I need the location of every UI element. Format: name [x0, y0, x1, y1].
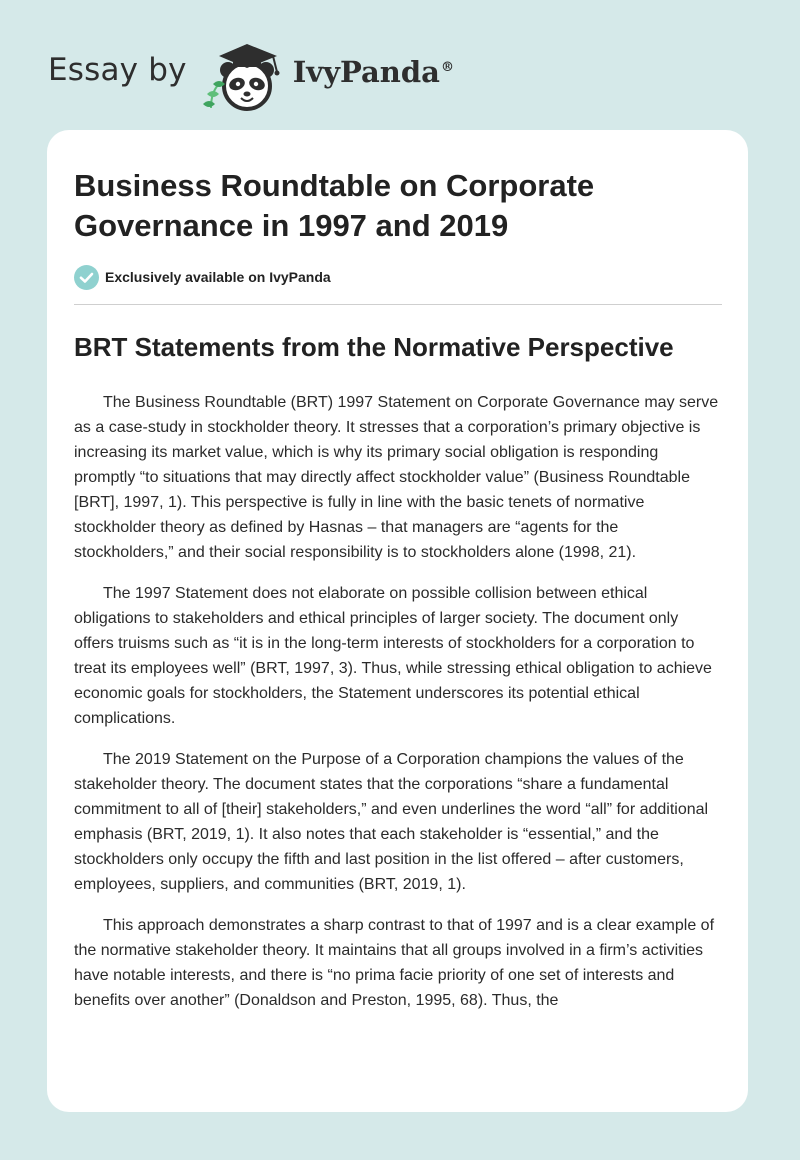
- paragraph: The 2019 Statement on the Purpose of a Corporation champions the values of the stakeholder theory. The document states that the corporations “share a fundamental commitment to all of [their] stakeholders,” and even underlines the word “all” for additional emphasis (BRT, 2019, 1). It also notes that each stakeholder is “essential,” and the stockholders only occupy the fifth and last position in the list offered – after customers, employees, suppliers, and communities (BRT, 2019, 1).: [74, 751, 709, 893]
- brand-prefix: Essay by: [48, 52, 187, 88]
- section-heading: BRT Statements from the Normative Perspective: [74, 332, 674, 362]
- article-card: [47, 130, 748, 1112]
- title-divider: [74, 304, 722, 305]
- paragraph: The Business Roundtable (BRT) 1997 Statement on Corporate Governance may serve as a case-study in stockholder theory. It stresses that a corporation’s primary objective is increasing its market value, which is why its primary social obligation is responding promptly “to situations that may directly affect stockholder value” (Business Roundtable [BRT], 1997, 1). This perspective is fully in line with the basic tenets of normative stockholder theory as defined by Hasnas – that managers are “agents for the stockholders,” and their social responsibility is to stockholders alone (1998, 21).: [74, 394, 719, 561]
- paragraph: This approach demonstrates a sharp contrast to that of 1997 and is a clear example of the normative stakeholder theory. It maintains that all groups involved in a firm’s activities have notable interests, and there is “no prima facie priority of one set of interests and benefits over another” (Donaldson and Preston, 1995, 68). Thus, the: [74, 917, 715, 1009]
- exclusive-badge: [74, 264, 722, 290]
- article-title: Business Roundtable on Corporate Governance in 1997 and 2019: [74, 168, 595, 243]
- panda-graduate-icon: [197, 34, 289, 114]
- exclusive-badge-text: Exclusively available on IvyPanda: [105, 269, 331, 285]
- brand-header[interactable]: [48, 34, 454, 114]
- brand-name: [293, 55, 454, 89]
- brand-name-text: IvyPanda: [292, 55, 440, 89]
- registered-mark: ®: [440, 60, 454, 76]
- article-content: [74, 166, 722, 1013]
- paragraph: The 1997 Statement does not elaborate on possible collision between ethical obligations to stakeholders and ethical principles of larger society. The document only offers truisms such as “it is in the long-term interests of stockholders for a corporation to treat its employees well” (BRT, 1997, 3). Thus, while stressing ethical obligation to achieve economic goals for stockholders, the Statement underscores its potential ethical complications.: [74, 585, 712, 727]
- checkmark-circle-icon: [74, 265, 99, 290]
